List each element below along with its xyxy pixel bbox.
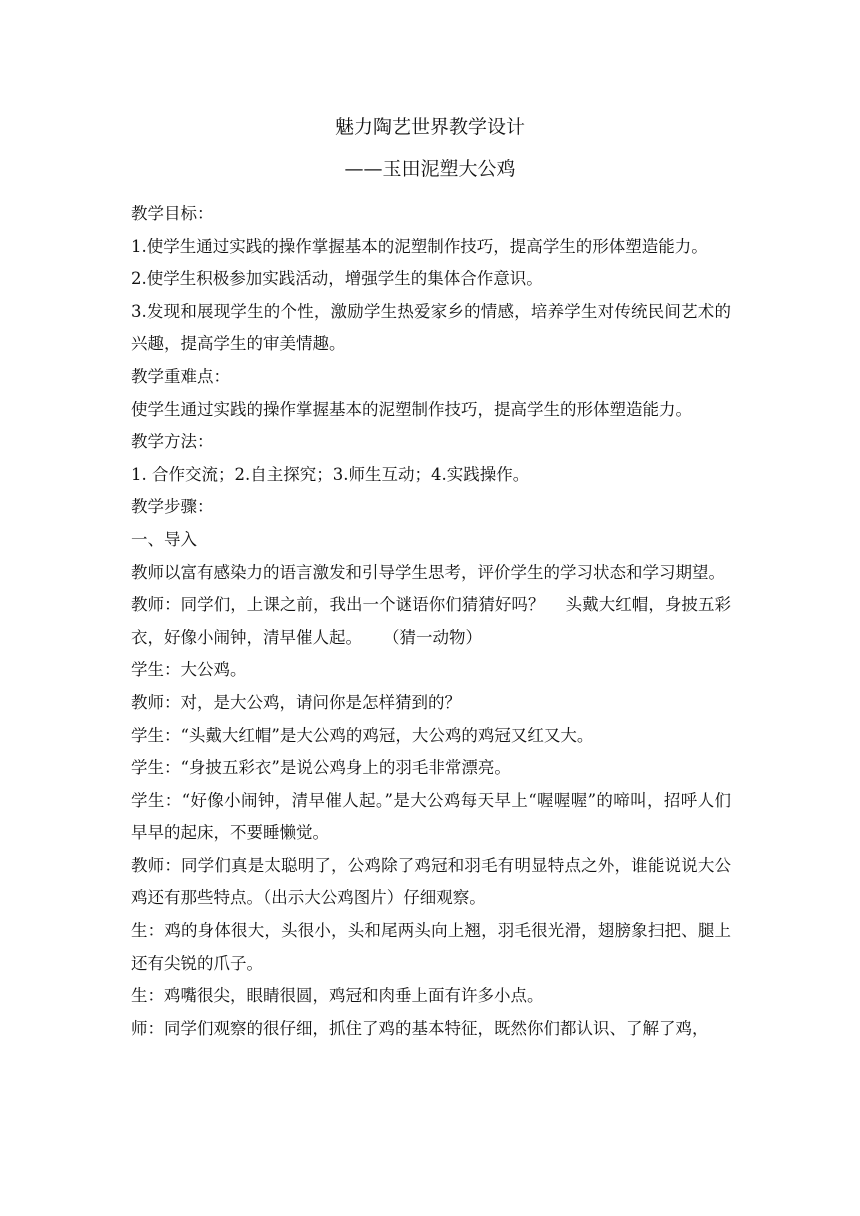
dialogue-line: 教师：同学们真是太聪明了，公鸡除了鸡冠和羽毛有明显特点之外，谁能说说大公鸡还有那些特点。（出示大公鸡图片）仔细观察。 [131, 855, 731, 908]
dialogue-line: 师：同学们观察的很仔细，抓住了鸡的基本特征，既然你们都认识、了解了鸡， [131, 1018, 709, 1038]
dialogue-line: 生：鸡的身体很大，头很小，头和尾两头向上翘，羽毛很光滑，翅膀象扫把、腿上还有尖锐的爪子。 [131, 921, 731, 973]
dialogue-line: 学生：“身披五彩衣”是说公鸡身上的羽毛非常漂亮。 [131, 758, 511, 778]
section-introduction: 一、导入 [131, 529, 197, 549]
heading-teaching-methods: 教学方法： [131, 432, 214, 452]
goal-item-3: 3.发现和展现学生的个性，激励学生热爱家乡的情感，培养学生对传统民间艺术的兴趣，提高学生的审美情趣。 [131, 301, 731, 354]
dialogue-line: 教师：对，是大公鸡，请问你是怎样猜到的？ [131, 692, 461, 712]
document-subtitle: ——玉田泥塑大公鸡 [344, 158, 516, 180]
goal-item-1: 1.使学生通过实践的操作掌握基本的泥塑制作技巧，提高学生的形体塑造能力。 [131, 236, 708, 256]
paragraph: 教师以富有感染力的语言激发和引导学生思考，评价学生的学习状态和学习期望。 [131, 562, 725, 582]
methods-text: 1. 合作交流；2.自主探究；3.师生互动；4.实践操作。 [131, 464, 530, 484]
dialogue-line: 教师：同学们，上课之前，我出一个谜语你们猜猜好吗？ 头戴大红帽，身披五彩衣，好像小闹钟，清早催人起。 （猜一动物） [131, 595, 731, 647]
dialogue-line: 生：鸡嘴很尖，眼睛很圆，鸡冠和肉垂上面有许多小点。 [131, 986, 544, 1006]
heading-teaching-goals: 教学目标： [131, 204, 214, 223]
document-body [131, 198, 731, 1045]
key-points-text: 使学生通过实践的操作掌握基本的泥塑制作技巧，提高学生的形体塑造能力。 [131, 399, 692, 419]
dialogue-line: 学生：大公鸡。 [131, 660, 247, 680]
document-title: 魅力陶艺世界教学设计 [334, 116, 525, 138]
heading-key-points: 教学重难点： [131, 366, 230, 386]
heading-teaching-steps: 教学步骤： [131, 497, 214, 517]
goal-item-2: 2.使学生积极参加实践活动，增强学生的集体合作意识。 [131, 269, 543, 289]
dialogue-line: 学生：“好像小闹钟，清早催人起。”是大公鸡每天早上“喔喔喔”的啼叫，招呼人们早早的起床，不要睡懒觉。 [131, 790, 731, 843]
dialogue-line: 学生：“头戴大红帽”是大公鸡的鸡冠，大公鸡的鸡冠又红又大。 [131, 725, 594, 745]
